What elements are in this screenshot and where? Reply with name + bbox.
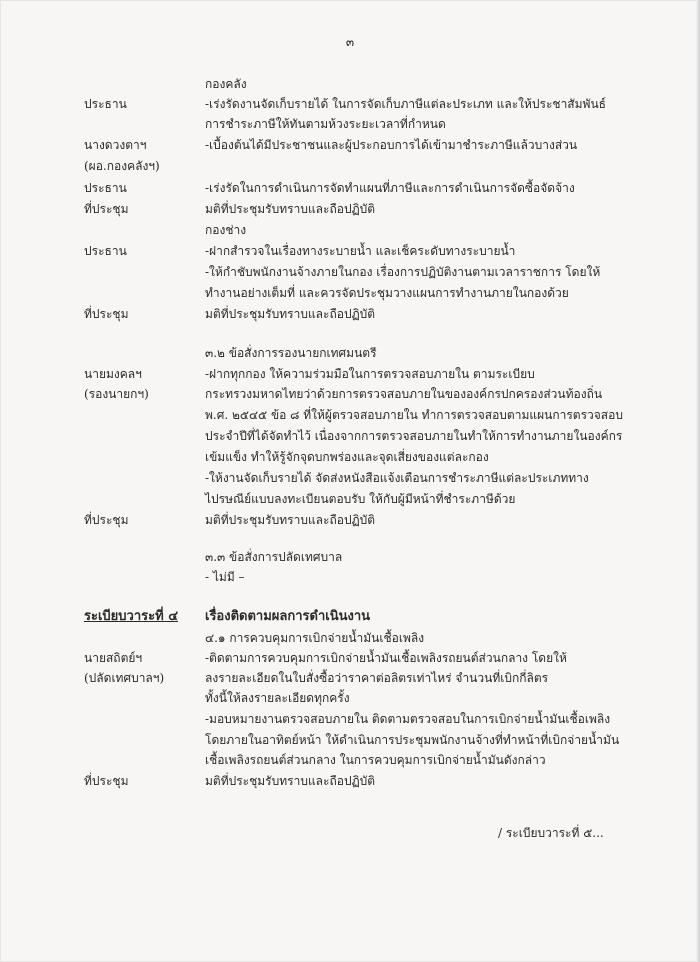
minutes-text-line: -เร่งรัดงานจัดเก็บรายได้ ในการจัดเก็บภาษีแต่ละประเภท และให้ประชาสัมพันธ์ xyxy=(205,97,606,111)
minutes-text-line: เข้มแข็ง ทำให้รู้จักจุดบกพร่องและจุดเสี่ยงของแต่ละกอง xyxy=(205,450,489,464)
minutes-text-line: พ.ศ. ๒๕๔๕ ข้อ ๘ ที่ให้ผู้ตรวจสอบภายใน ทำการตรวจสอบตามแผนการตรวจสอบ xyxy=(205,408,623,422)
agenda-item-title: เรื่องติดตามผลการดำเนินงาน xyxy=(205,609,371,624)
speaker-label: (ผอ.กองคลังฯ) xyxy=(84,159,160,173)
minutes-text-line: ประจำปีที่ได้จัดทำไว้ เนื่องจากการตรวจสอบภายในทำให้การทำงานภายในองค์กร xyxy=(205,429,623,443)
agenda-item-label: ระเบียบวาระที่ ๔ xyxy=(84,609,179,624)
minutes-text-line: -ให้กำชับพนักงานจ้างภายในกอง เรื่องการปฏิบัติงานตามเวลาราชการ โดยให้ xyxy=(205,265,601,279)
minutes-text-line: -เร่งรัดในการดำเนินการจัดทำแผนที่ภาษีและการดำเนินการจัดซื้อจัดจ้าง xyxy=(205,181,575,195)
minutes-text-line: กองช่าง xyxy=(205,223,247,237)
speaker-label: ที่ประชุม xyxy=(84,513,129,527)
minutes-text-line: ๔.๑ การควบคุมการเบิกจ่ายน้ำมันเชื้อเพลิง xyxy=(205,631,425,645)
minutes-text-line: ลงรายละเอียดในใบสั่งซื้อว่าราคาต่อลิตรเท่าไหร่ จำนวนที่เบิกกี่ลิตร xyxy=(205,671,549,685)
page-edge-shadow xyxy=(696,0,700,962)
speaker-label: ประธาน xyxy=(84,181,127,195)
minutes-text-line: ทำงานอย่างเต็มที่ และควรจัดประชุมวางแผนการทำงานภายในกองด้วย xyxy=(205,286,569,300)
speaker-label: ที่ประชุม xyxy=(84,774,129,788)
minutes-text-line: -ให้งานจัดเก็บรายได้ จัดส่งหนังสือแจ้งเตือนการชำระภาษีแต่ละประเภททาง xyxy=(205,471,589,485)
minutes-text-line: -ฝากทุกกอง ให้ความร่วมมือในการตรวจสอบภายใน ตามระเบียบ xyxy=(205,367,535,381)
minutes-text-line: -เบื้องต้นได้มีประชาชนและผู้ประกอบการได้เข้ามาชำระภาษีแล้วบางส่วน xyxy=(205,138,578,152)
speaker-label: ประธาน xyxy=(84,97,127,111)
minutes-text-line: -มอบหมายงานตรวจสอบภายใน ติดตามตรวจสอบในการเบิกจ่ายน้ำมันเชื้อเพลิง xyxy=(205,712,611,726)
minutes-text-line: การชำระภาษีให้ทันตามห้วงระยะเวลาที่กำหนด xyxy=(205,117,446,131)
minutes-text-line: ทั้งนี้ให้ลงรายละเอียดทุกครั้ง xyxy=(205,691,350,705)
minutes-text-line: -ฝากสำรวจในเรื่องทางระบายน้ำ และเช็คระดับทางระบายน้ำ xyxy=(205,244,516,258)
minutes-text-line: เชื้อเพลิงรถยนต์ส่วนกลาง ในการควบคุมการเบิกจ่ายน้ำมันดังกล่าว xyxy=(205,753,546,767)
minutes-text-line: มติที่ประชุมรับทราบและถือปฏิบัติ xyxy=(205,202,376,216)
speaker-label: ที่ประชุม xyxy=(84,202,129,216)
page-number: ๓ xyxy=(345,35,355,49)
speaker-label: (ปลัดเทศบาลฯ) xyxy=(84,671,165,685)
minutes-text-line: โดยภายในอาทิตย์หน้า ให้ดำเนินการประชุมพนักงานจ้างที่ทำหน้าที่เบิกจ่ายน้ำมัน xyxy=(205,733,620,747)
speaker-label: ที่ประชุม xyxy=(84,307,129,321)
minutes-text-line: มติที่ประชุมรับทราบและถือปฏิบัติ xyxy=(205,307,376,321)
speaker-label: ประธาน xyxy=(84,244,127,258)
minutes-text-line: ๓.๓ ข้อสั่งการปลัดเทศบาล xyxy=(205,550,343,564)
continuation-footer: / ระเบียบวาระที่ ๕... xyxy=(498,826,604,840)
speaker-label: นางดวงตาฯ xyxy=(84,138,147,152)
minutes-text-line: -ติดตามการควบคุมการเบิกจ่ายน้ำมันเชื้อเพลิงรถยนต์ส่วนกลาง โดยให้ xyxy=(205,651,567,665)
minutes-text-line: ไปรษณีย์แบบลงทะเบียนตอบรับ ให้กับผู้มีหน้าที่ชำระภาษีด้วย xyxy=(205,492,516,506)
speaker-label: (รองนายกฯ) xyxy=(84,387,149,401)
minutes-text-line: กองคลัง xyxy=(205,77,247,91)
minutes-text-line: - ไม่มี – xyxy=(205,570,245,584)
minutes-text-line: กระทรวงมหาดไทยว่าด้วยการตรวจสอบภายในขององค์กรปกครองส่วนท้องถิ่น xyxy=(205,387,603,401)
minutes-text-line: มติที่ประชุมรับทราบและถือปฏิบัติ xyxy=(205,774,376,788)
minutes-text-line: ๓.๒ ข้อสั่งการรองนายกเทศมนตรี xyxy=(205,346,377,360)
minutes-text-line: มติที่ประชุมรับทราบและถือปฏิบัติ xyxy=(205,513,376,527)
speaker-label: นายสถิตย์ฯ xyxy=(84,651,143,665)
speaker-label: นายมงคลฯ xyxy=(84,367,142,381)
